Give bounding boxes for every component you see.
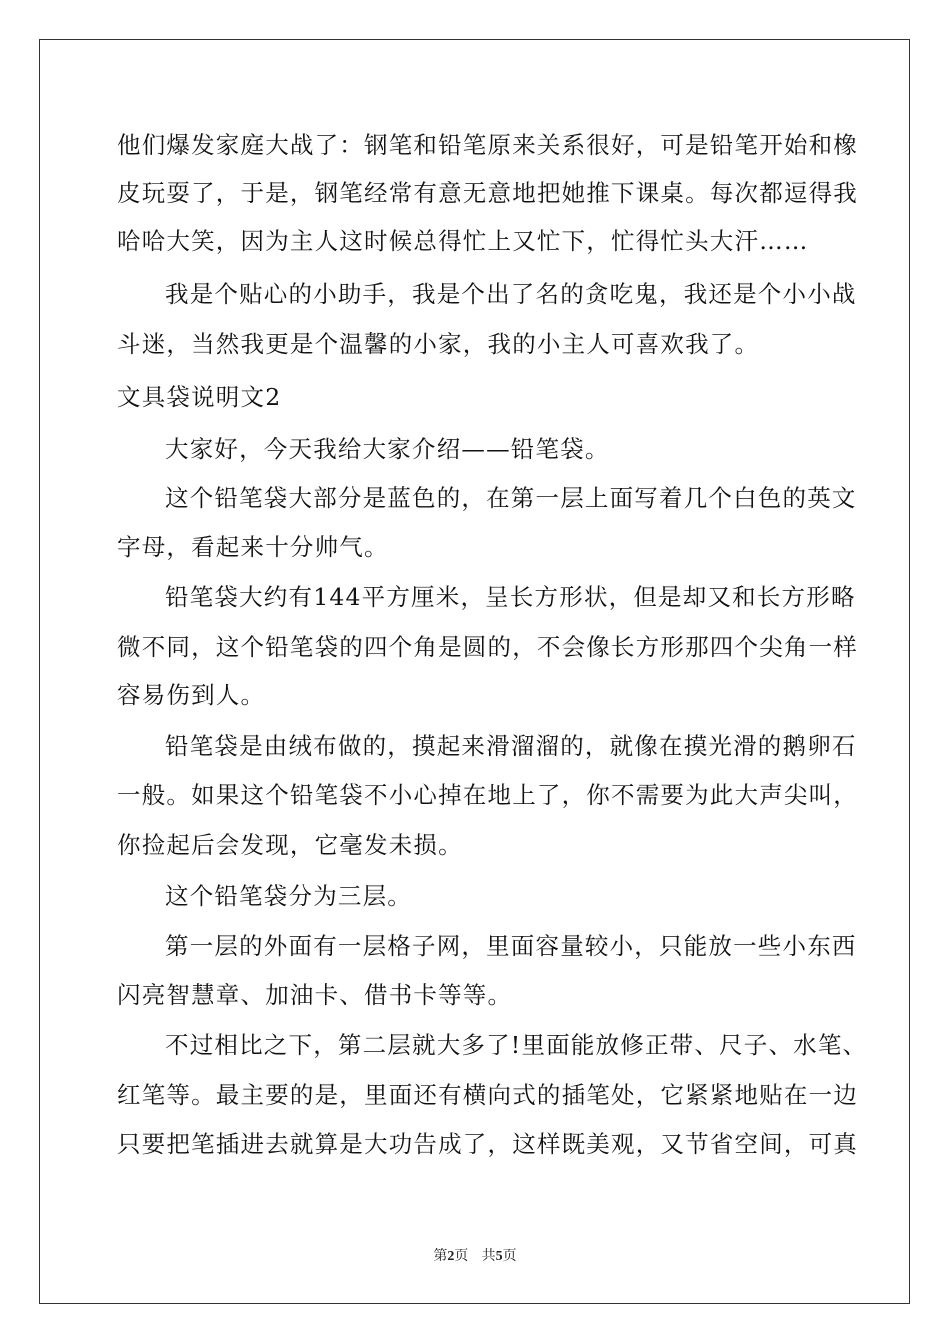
text-line: 我是个贴心的小助手，我是个出了名的贪吃鬼，我还是个小小战 — [165, 280, 857, 308]
text-line: 铅笔袋大约有144平方厘米，呈长方形状，但是却又和长方形略 — [165, 583, 856, 611]
text-line: 容易伤到人。 — [117, 681, 266, 709]
text-line: 他们爆发家庭大战了：钢笔和铅笔原来关系很好，可是铅笔开始和橡 — [117, 131, 858, 159]
text-line: 只要把笔插进去就算是大功告成了，这样既美观，又节省空间，可真 — [117, 1130, 858, 1158]
footer-page-suffix: 页 — [454, 1248, 469, 1264]
current-page-number: 2 — [447, 1249, 455, 1264]
text-line: 微不同，这个铅笔袋的四个角是圆的，不会像长方形那四个尖角一样 — [117, 633, 858, 661]
footer-prefix: 第 — [433, 1248, 448, 1264]
footer-total-prefix: 共 — [481, 1248, 496, 1264]
text-line: 皮玩耍了，于是，钢笔经常有意无意地把她推下课桌。每次都逗得我 — [117, 179, 858, 207]
text-line: 第一层的外面有一层格子网，里面容量较小，只能放一些小东西 — [165, 932, 857, 960]
footer-total-suffix: 页 — [502, 1248, 517, 1264]
text-line: 红笔等。最主要的是，里面还有横向式的插笔处，它紧紧地贴在一边 — [117, 1081, 858, 1109]
text-line: 这个铅笔袋分为三层。 — [165, 882, 412, 910]
text-line: 字母，看起来十分帅气。 — [117, 533, 389, 561]
total-pages-number: 5 — [495, 1249, 503, 1264]
text-line: 哈哈大笑，因为主人这时候总得忙上又忙下，忙得忙头大汗…… — [117, 227, 809, 255]
text-line: 大家好，今天我给大家介绍——铅笔袋。 — [165, 435, 610, 463]
text-line: 斗迷，当然我更是个温馨的小家，我的小主人可喜欢我了。 — [117, 330, 760, 358]
text-line: 闪亮智慧章、加油卡、借书卡等等。 — [117, 981, 513, 1009]
text-line: 铅笔袋是由绒布做的，摸起来滑溜溜的，就像在摸光滑的鹅卵石 — [165, 732, 857, 760]
text-line: 不过相比之下，第二层就大多了!里面能放修正带、尺子、水笔、 — [165, 1031, 868, 1059]
text-line: 这个铅笔袋大部分是蓝色的，在第一层上面写着几个白色的英文 — [165, 484, 857, 512]
text-line: 一般。如果这个铅笔袋不小心掉在地上了，你不需要为此大声尖叫， — [117, 781, 858, 809]
section-heading: 文具袋说明文2 — [117, 383, 282, 411]
text-line: 你捡起后会发现，它毫发未损。 — [117, 831, 463, 859]
page-footer — [0, 1245, 950, 1265]
